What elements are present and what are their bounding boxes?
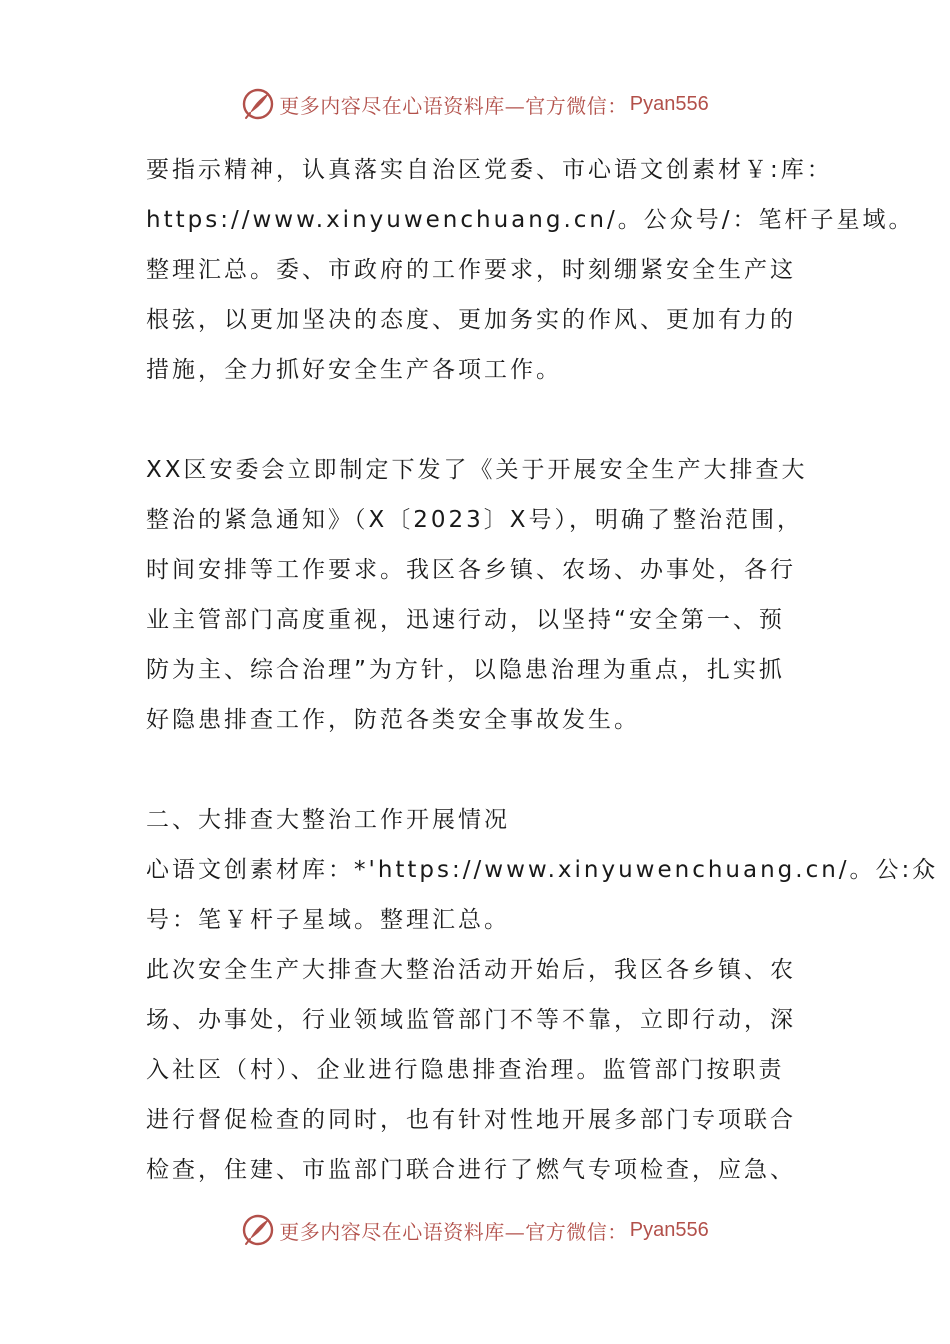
- text-line: 好隐患排查工作，防范各类安全事故发生。: [146, 707, 640, 733]
- text-line: 检查，住建、市监部门联合进行了燃气专项检查，应急、: [146, 1157, 796, 1183]
- footer-watermark: [0, 1210, 950, 1250]
- text-line: 防为主、综合治理”为方针，以隐患治理为重点，扎实抓: [146, 657, 785, 683]
- text-line: 要指示精神，认真落实自治区党委、市心语文创素材￥:库：: [146, 157, 833, 183]
- text-line: 心语文创素材库：*'https://www.xinyuwenchuang.cn/。公:众: [146, 857, 939, 883]
- text-line: 时间安排等工作要求。我区各乡镇、农场、办事处，各行: [146, 557, 796, 583]
- quill-logo-icon: [241, 1213, 275, 1247]
- text-line: XX区安委会立即制定下发了《关于开展安全生产大排查大: [146, 457, 808, 483]
- document-body: [146, 145, 939, 1195]
- text-line: 此次安全生产大排查大整治活动开始后，我区各乡镇、农: [146, 957, 796, 983]
- text-line: 进行督促检查的同时，也有针对性地开展多部门专项联合: [146, 1107, 796, 1133]
- text-line: 业主管部门高度重视，迅速行动，以坚持“安全第一、预: [146, 607, 785, 633]
- blank-line: [146, 395, 816, 445]
- text-line: 场、办事处，行业领域监管部门不等不靠，立即行动，深: [146, 1007, 796, 1033]
- quill-logo-icon: [241, 87, 275, 121]
- blank-line: [146, 745, 816, 795]
- section-heading: 二、大排查大整治工作开展情况: [146, 807, 510, 833]
- watermark-text: 更多内容尽在心语资料库—官方微信：: [279, 1219, 628, 1244]
- text-line: https://www.xinyuwenchuang.cn/。公众号/：笔杆子星域。: [146, 207, 915, 233]
- text-line: 入社区（村）、企业进行隐患排查治理。监管部门按职责: [146, 1057, 785, 1083]
- header-watermark: [0, 84, 950, 124]
- text-line: 措施，全力抓好安全生产各项工作。: [146, 357, 562, 383]
- text-line: 根弦，以更加坚决的态度、更加务实的作风、更加有力的: [146, 307, 796, 333]
- watermark-text: 更多内容尽在心语资料库—官方微信：: [279, 93, 628, 118]
- watermark-wechat-id: Pyan556: [629, 92, 709, 115]
- text-line: 整理汇总。委、市政府的工作要求，时刻绷紧安全生产这: [146, 257, 796, 283]
- text-line: 整治的紧急通知》（X〔2023〕X号），明确了整治范围，: [146, 507, 804, 533]
- watermark-wechat-id: Pyan556: [629, 1218, 709, 1241]
- text-line: 号：笔￥杆子星域。整理汇总。: [146, 907, 510, 933]
